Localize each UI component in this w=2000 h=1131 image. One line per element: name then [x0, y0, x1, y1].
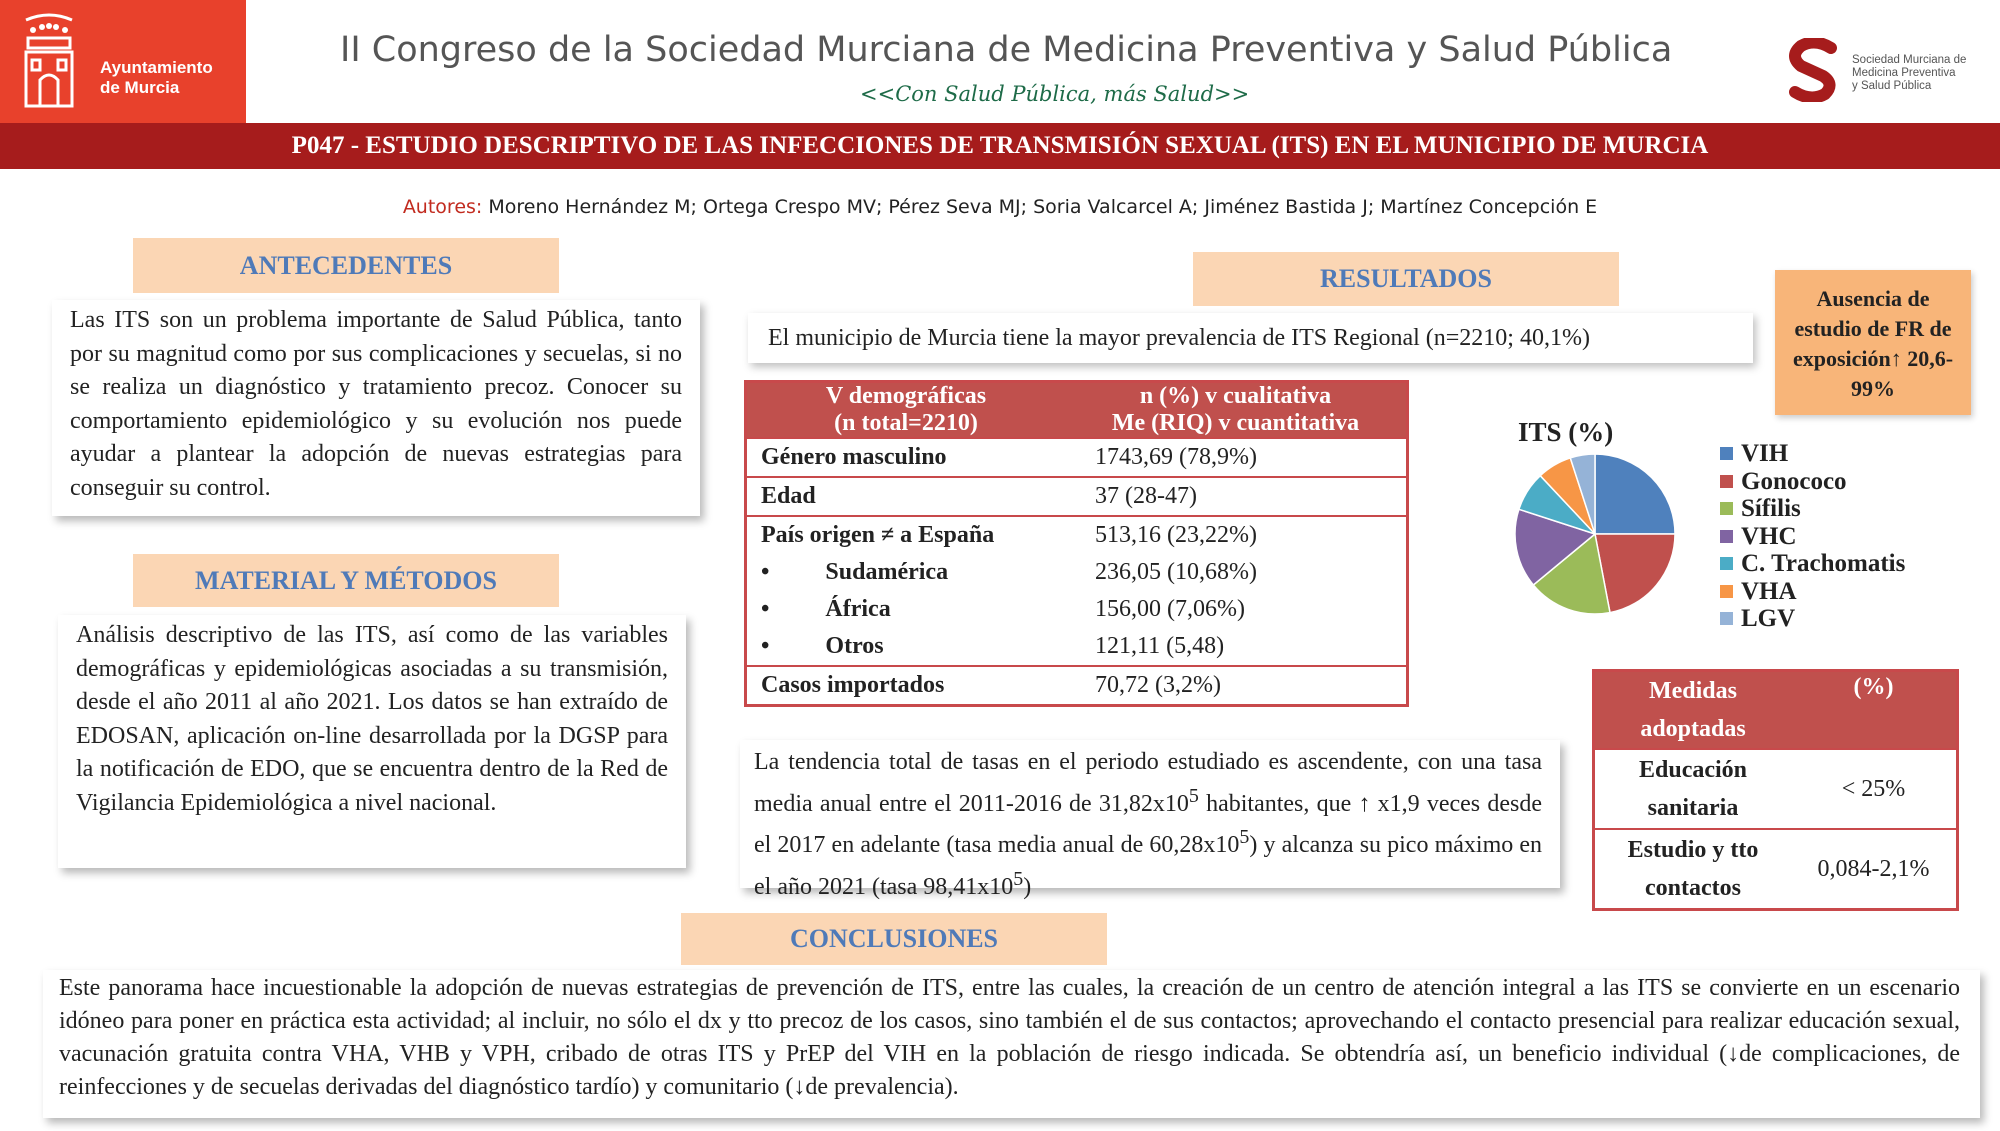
table-row [746, 477, 1408, 516]
society-line-2: Medicina Preventiva [1852, 67, 1956, 79]
congress-motto: <<Con Salud Pública, más Salud>> [860, 82, 1250, 106]
society-name [1852, 54, 1966, 93]
legend-label: Gonococo [1741, 467, 1847, 495]
conclusiones-text: Este panorama hace incuestionable la adopción de nuevas estrategias de prevención de ITS, entre las cuales, la creación de un centro de atención integral a las ITS se convierte en un escenario idóneo para poner en práctica esta actividad; al incluir, no sólo el dx y tto precoz de los casos, sino también el de sus contactos; aprovechando el contacto presencial para realizar educación sexual, vacunación gratuita contra VHA, VHB y VPH, cribado de otras ITS y PrEP del VIH en la población de riesgo indicada. Se obtendría así, un beneficio individual (↓de complicaciones, de reinfecciones y de secuelas derivadas del diagnóstico tardío) y comunitario (↓de prevalencia). [43, 970, 1980, 1118]
pie-slice-vih [1595, 454, 1675, 534]
measure-label: Educación sanitaria [1594, 749, 1792, 829]
legend-item [1720, 468, 1905, 496]
header-col1-line2: (n total=2210) [834, 410, 978, 436]
measures-header-col1: Medidas adoptadas [1594, 671, 1792, 750]
legend-swatch [1720, 612, 1733, 625]
table-row [746, 628, 1408, 666]
measure-value: 0,084-2,1% [1791, 829, 1958, 910]
authors-label: Autores: [402, 196, 483, 218]
measures-table [1592, 669, 1959, 911]
pie-slices [1515, 454, 1675, 614]
authors-line [0, 196, 2000, 218]
castle-icon [18, 8, 80, 113]
legend-label: VHA [1741, 577, 1797, 605]
poster-title-banner: P047 - ESTUDIO DESCRIPTIVO DE LAS INFECCIONES DE TRANSMISIÓN SEXUAL (ITS) EN EL MUNICIPIO DE MURCIA [0, 123, 2000, 169]
table-row [1594, 829, 1958, 910]
row-label: África [825, 596, 891, 622]
material-heading: MATERIAL Y MÉTODOS [133, 554, 559, 607]
header-col2-line1: n (%) v cualitativa [1139, 383, 1332, 409]
society-line-1: Sociedad Murciana de [1852, 54, 1967, 66]
bullet: • [761, 596, 770, 622]
authors-names: Moreno Hernández M; Ortega Crespo MV; Pérez Seva MJ; Soria Valcarcel A; Jiménez Bastida J; Martínez Concepción E [488, 196, 1598, 218]
prevalence-statement: El municipio de Murcia tiene la mayor prevalencia de ITS Regional (n=2210; 40,1%) [748, 313, 1753, 363]
legend-label: VHC [1741, 522, 1797, 550]
logo-line-2: de Murcia [100, 78, 180, 97]
table-row [746, 554, 1408, 591]
antecedentes-heading: ANTECEDENTES [133, 238, 559, 293]
row-value: 1743,69 (78,9%) [1065, 438, 1408, 477]
legend-swatch [1720, 447, 1733, 460]
exposure-factor-box [1775, 270, 1971, 415]
legend-item [1720, 605, 1905, 633]
row-value: 513,16 (23,22%) [1065, 516, 1408, 554]
row-label: País origen ≠ a España [746, 516, 1066, 554]
measure-value: < 25% [1791, 749, 1958, 829]
table-row [1594, 749, 1958, 829]
legend-swatch [1720, 585, 1733, 598]
legend-label: VIH [1741, 440, 1789, 467]
table-header-col2 [1065, 382, 1408, 439]
row-value: 236,05 (10,68%) [1095, 559, 1257, 585]
chart-title: ITS (%) [1518, 417, 1614, 447]
row-label: Género masculino [746, 438, 1066, 477]
legend-item [1720, 523, 1905, 551]
legend-swatch [1720, 530, 1733, 543]
demographics-table [744, 380, 1409, 707]
measure-label: Estudio y tto contactos [1594, 829, 1792, 910]
society-line-3: y Salud Pública [1852, 80, 1932, 92]
legend-label: C. Trachomatis [1741, 550, 1906, 577]
legend-item [1720, 578, 1905, 606]
table-row [746, 438, 1408, 477]
table-row [746, 666, 1408, 706]
legend-swatch [1720, 475, 1733, 488]
logo-text [100, 58, 213, 98]
society-logo-icon [1787, 38, 1843, 102]
legend-label: LGV [1741, 605, 1796, 632]
row-value: 37 (28-47) [1065, 477, 1408, 516]
row-value: 156,00 (7,06%) [1095, 596, 1245, 622]
legend-swatch [1720, 502, 1733, 515]
legend-item [1720, 550, 1905, 578]
row-label: Otros [825, 633, 884, 659]
congress-title: II Congreso de la Sociedad Murciana de Medicina Preventiva y Salud Pública [340, 30, 1673, 70]
row-value: 70,72 (3,2%) [1065, 666, 1408, 706]
row-label: Edad [746, 477, 1066, 516]
table-row [746, 516, 1408, 554]
legend-item [1720, 495, 1905, 523]
bullet: • [761, 559, 770, 585]
bullet: • [761, 633, 770, 659]
exposure-factor-text: Ausencia de estudio de FR de exposición↑ 20,6-99% [1792, 286, 1954, 401]
legend-item [1720, 440, 1905, 468]
resultados-heading: RESULTADOS [1193, 252, 1619, 306]
its-pie-chart [1500, 412, 1715, 627]
conclusiones-heading: CONCLUSIONES [681, 913, 1107, 965]
logo-line-1: Ayuntamiento [100, 58, 213, 77]
table-row [746, 591, 1408, 628]
header-col1-line1: V demográficas [825, 383, 987, 409]
trend-text: La tendencia total de tasas en el periodo estudiado es ascendente, con una tasa media anual entre el 2011-2016 de $31,82x10^5$ habitantes, que ↑ x1,9 veces desde el 2017 en adelante (tasa media anual de $60,28x10^5$) y alcanza su pico máximo en el año 2021 (tasa $98,41x10^5$) [740, 740, 1560, 888]
material-text: Análisis descriptivo de las ITS, así como de las variables demográficas y epidemiológicas asociadas a su transmisión, desde el año 2011 al año 2021. Los datos se han extraído de EDOSAN, aplicación on-line desarrollada por la DGSP para la notificación de EDO, que se encuentra dentro de la Red de Vigilancia Epidemiológica a nivel nacional. [58, 615, 686, 868]
legend-label: Sífilis [1741, 495, 1801, 522]
header-col2-line2: Me (RIQ) v cuantitativa [1111, 410, 1360, 436]
antecedentes-text: Las ITS son un problema importante de Salud Pública, tanto por su magnitud como por sus complicaciones y secuelas, si no se realiza un diagnóstico y tratamiento precoz. Conocer su comportamiento epidemiológico y su evolución nos puede ayudar a plantear la adopción de nuevas estrategias para conseguir su control. [52, 300, 700, 516]
row-label: Casos importados [746, 666, 1066, 706]
chart-legend [1720, 440, 1905, 633]
legend-swatch [1720, 557, 1733, 570]
table-header-col1 [746, 382, 1066, 439]
measures-header-col2: (%) [1791, 671, 1958, 750]
row-value: 121,11 (5,48) [1095, 633, 1225, 659]
row-label: Sudamérica [825, 559, 949, 585]
